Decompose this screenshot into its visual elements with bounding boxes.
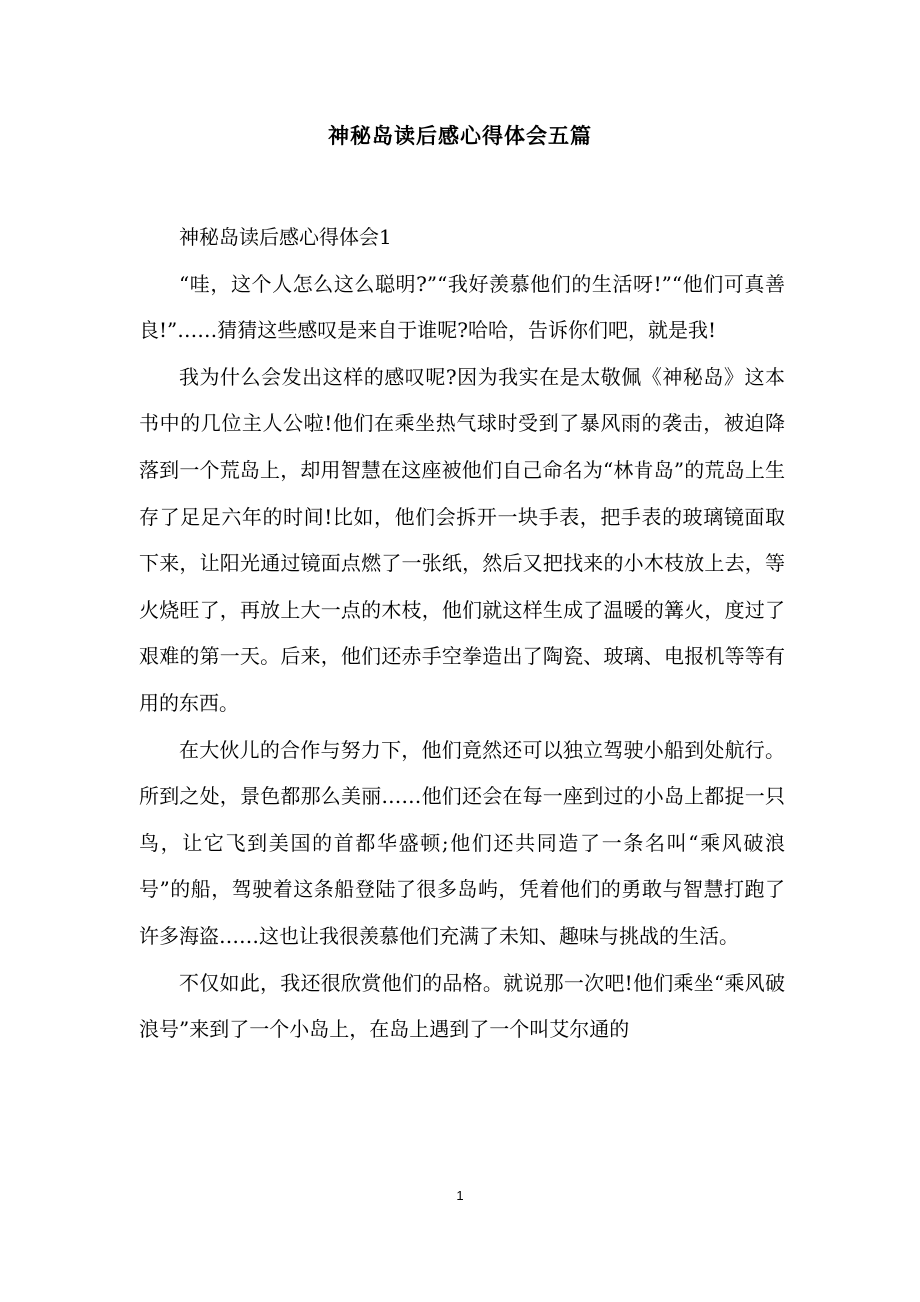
paragraph-2: 我为什么会发出这样的感叹呢?因为我实在是太敬佩《神秘岛》这本书中的几位主人公啦!他们在乘坐热气球时受到了暴风雨的袭击，被迫降落到一个荒岛上，却用智慧在这座被他们自己命名为“林肯岛”的荒岛上生存了足足六年的时间!比如，他们会拆开一块手表，把手表的玻璃镜面取下来，让阳光通过镜面点燃了一张纸，然后又把找来的小木枝放上去，等火烧旺了，再放上大一点的木枝，他们就这样生成了温暖的篝火，度过了艰难的第一天。后来，他们还赤手空拳造出了陶瓷、玻璃、电报机等等有用的东西。: [139, 364, 785, 715]
paragraph-4: 不仅如此，我还很欣赏他们的品格。就说那一次吧!他们乘坐“乘风破浪号”来到了一个小岛上，在岛上遇到了一个叫艾尔通的: [139, 970, 785, 1042]
paragraph-3: 在大伙儿的合作与努力下，他们竟然还可以独立驾驶小船到处航行。所到之处，景色都那么美丽……他们还会在每一座到过的小岛上都捉一只鸟，让它飞到美国的首都华盛顿;他们还共同造了一条名叫“乘风破浪号”的船，驾驶着这条船登陆了很多岛屿，凭着他们的勇敢与智慧打跑了许多海盗……这也让我很羡慕他们充满了未知、趣味与挑战的生活。: [139, 737, 785, 948]
document-title: 神秘岛读后感心得体会五篇: [328, 123, 592, 148]
page-number: 1: [456, 1188, 464, 1203]
section-heading: 神秘岛读后感心得体会1: [179, 225, 392, 249]
document-body: [139, 214, 785, 1053]
paragraph-1: “哇，这个人怎么这么聪明?”“我好羡慕他们的生活呀!”“他们可真善良!”……猜猜这些感叹是来自于谁呢?哈哈，告诉你们吧，就是我!: [139, 271, 785, 343]
